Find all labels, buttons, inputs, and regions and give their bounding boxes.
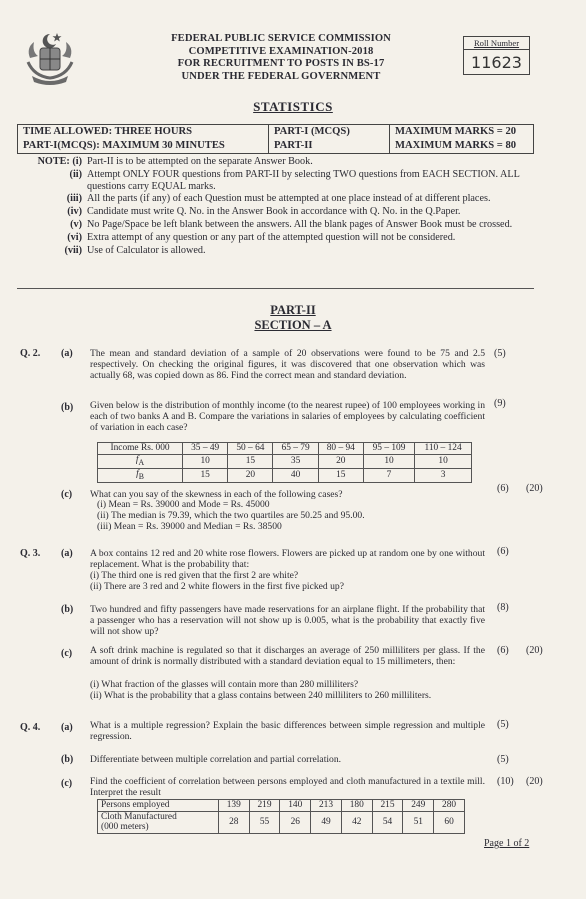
note-item (20, 232, 535, 244)
roll-number-value: 11623 (471, 53, 522, 72)
table-cell: 213 (311, 800, 342, 812)
q2c-label: (c) (61, 489, 73, 500)
list-item: (ii) The median is 79.39, which the two quartiles are 50.25 and 95.00. (97, 509, 365, 521)
table-cell: 140 (280, 800, 311, 812)
q2c-items (97, 500, 477, 532)
table-row (98, 468, 472, 482)
q4b-text: Differentiate between multiple correlation and partial correlation. (90, 754, 342, 765)
q2c-marks: (6) (497, 483, 509, 494)
time-marks-table (17, 124, 534, 154)
page-number: Page 1 of 2 (484, 838, 530, 849)
table-cell: 219 (249, 800, 280, 812)
table-row (98, 454, 472, 468)
notes-divider (17, 288, 534, 289)
table-cell: 42 (341, 811, 372, 833)
table-cell: 80 – 94 (318, 443, 363, 455)
table-row (98, 800, 465, 812)
government-emblem-icon (20, 28, 80, 86)
table-cell: Persons employed (98, 800, 219, 812)
list-item: (ii) There are 3 red and 2 white flowers in the first five picked up? (90, 580, 344, 592)
table-cell: 110 – 124 (415, 443, 472, 455)
note-item (20, 156, 535, 168)
table-cell: 28 (218, 811, 249, 833)
q3c-items (90, 680, 490, 702)
note-item (20, 169, 535, 193)
q3a-items (90, 571, 485, 593)
q3b-text: Two hundred and fifty passengers have made reservations for an airplane flight. If the probability that a passenger who has a reservation will not show up is 0.005, what is the probability that exactly five will not show up? (90, 604, 485, 637)
list-item: (ii) What is the probability that a glass contains between 240 milliliters to 260 milliliters. (90, 689, 432, 701)
table-cell: 55 (249, 811, 280, 833)
table-cell: 15 (318, 468, 363, 482)
table-cell: 15 (228, 454, 273, 468)
q3a-text: A box contains 12 red and 20 white rose flowers. Flowers are picked up at random one by one without replacement. What is the probability that: (90, 548, 485, 570)
table-cell: 10 (415, 454, 472, 468)
table-cell (98, 454, 183, 468)
table-cell: 20 (228, 468, 273, 482)
q3c-label: (c) (61, 648, 73, 659)
note-text: Attempt ONLY FOUR questions from PART-II by selecting TWO questions from EACH SECTION. ALL questions carry EQUAL marks. (87, 168, 520, 192)
note-label: (iv) (67, 206, 82, 218)
note-item (20, 193, 535, 205)
q4a-marks: (5) (497, 719, 509, 730)
fb-symbol: f (136, 468, 139, 479)
q4-total-marks: (20) (526, 776, 543, 787)
header-line-1: FEDERAL PUBLIC SERVICE COMMISSION (171, 33, 391, 44)
table-cell: 139 (218, 800, 249, 812)
note-text: No Page/Space be left blank between the answers. All the blank pages of Answer Book must be crossed. (87, 218, 513, 230)
table-cell: 51 (403, 811, 434, 833)
note-text: Candidate must write Q. No. in the Answer Book in accordance with Q. No. in the Q.Paper. (87, 206, 461, 218)
table-cell: 95 – 109 (363, 443, 414, 455)
table-cell: 26 (280, 811, 311, 833)
table-cell: 249 (403, 800, 434, 812)
note-item (20, 245, 535, 257)
table-cell (98, 468, 183, 482)
employment-table (97, 799, 465, 834)
header-line-4: UNDER THE FEDERAL GOVERNMENT (181, 70, 381, 82)
part1-label: PART-I (MCQS) (269, 125, 390, 140)
roll-number-box (463, 36, 530, 75)
q2b-text: Given below is the distribution of monthly income (to the nearest rupee) of 100 employees working in each of two banks A and B. Compare the variations in salaries of employees by calculating coefficient of variation in each case? (90, 400, 485, 433)
table-cell: 35 (273, 454, 318, 468)
q4b-label: (b) (61, 754, 74, 765)
table-cell: 50 – 64 (228, 443, 273, 455)
note-label: (ii) (69, 168, 82, 180)
note-label: (vii) (64, 244, 82, 256)
header-line-2: COMPETITIVE EXAMINATION-2018 (188, 45, 374, 57)
note-text: Use of Calculator is allowed. (87, 244, 206, 256)
fa-subscript: A (138, 457, 145, 467)
q3b-label: (b) (61, 604, 74, 615)
row-label-unit: (000 meters) (101, 822, 149, 832)
q2a-marks: (5) (494, 348, 506, 359)
note-text: Extra attempt of any question or any part of the attempted question will not be considered. (87, 231, 456, 243)
q2b-marks: (9) (494, 398, 506, 409)
table-cell: 15 (183, 468, 228, 482)
q4c-text: Find the coefficient of correlation between persons employed and cloth manufactured in a textile mill. Interpret the result (90, 776, 485, 798)
q3b-marks: (8) (497, 602, 509, 613)
q3a-label: (a) (61, 548, 73, 559)
q2-number: Q. 2. (20, 348, 41, 359)
note-item (20, 219, 535, 231)
table-cell: 3 (415, 468, 472, 482)
table-cell: 49 (311, 811, 342, 833)
fb-subscript: B (138, 471, 144, 481)
q3-total-marks: (20) (526, 645, 543, 656)
table-row (98, 443, 472, 455)
q3c-text: A soft drink machine is regulated so that it discharges an average of 250 milliliters per glass. If the amount of drink is normally distributed with a standard deviation equal to 15 millimeters, then: (90, 645, 485, 667)
note-label: (iii) (66, 193, 82, 205)
note-label: (v) (70, 218, 82, 230)
fa-symbol: f (135, 454, 139, 465)
note-text: Part-II is to be attempted on the separate Answer Book. (87, 156, 313, 167)
table-cell: 40 (273, 468, 318, 482)
table-row (98, 811, 465, 833)
q4c-marks: (10) (497, 776, 514, 787)
q4a-text: What is a multiple regression? Explain the basic differences between simple regression and multiple regression. (90, 720, 485, 742)
table-cell: 180 (341, 800, 372, 812)
table-cell: 280 (434, 800, 465, 812)
marks-part1: MAXIMUM MARKS = 20 (390, 125, 534, 140)
marks-part2: MAXIMUM MARKS = 80 (390, 139, 534, 154)
note-label: NOTE: (i) (37, 156, 82, 167)
q3c-marks: (6) (497, 645, 509, 656)
note-label: (vi) (67, 231, 82, 243)
q2c-text: What can you say of the skewness in each of the following cases? (90, 489, 343, 500)
exam-header (140, 33, 422, 83)
q3-number: Q. 3. (20, 548, 41, 559)
q2a-label: (a) (61, 348, 73, 359)
part2-label: PART-II (269, 139, 390, 154)
note-item (20, 206, 535, 218)
q4c-label: (c) (61, 778, 73, 789)
mcqs-time: PART-I(MCQS): MAXIMUM 30 MINUTES (18, 139, 269, 154)
note-text: All the parts (if any) of each Question must be attempted at one place instead of at different places. (87, 193, 491, 205)
list-item: (i) What fraction of the glasses will contain more than 280 milliliters? (90, 679, 359, 690)
row-label: Cloth Manufactured (101, 811, 177, 822)
list-item: (iii) Mean = Rs. 39000 and Median = Rs. 38500 (97, 520, 282, 532)
table-cell (98, 811, 219, 833)
q4a-label: (a) (61, 722, 73, 733)
table-cell: 215 (372, 800, 403, 812)
notes-list (20, 156, 535, 257)
table-cell: 54 (372, 811, 403, 833)
q4b-marks: (5) (497, 754, 509, 765)
q2a-text: The mean and standard deviation of a sample of 20 observations were found to be 75 and 2.5 respectively. On checking the original figures, it was discovered that one observation which was actually 68, was copied down as 86. Find the correct mean and standard deviation. (90, 348, 485, 381)
time-allowed: TIME ALLOWED: THREE HOURS (18, 125, 269, 140)
table-cell: Income Rs. 000 (98, 443, 183, 455)
table-cell: 35 – 49 (183, 443, 228, 455)
table-cell: 60 (434, 811, 465, 833)
income-table (97, 442, 472, 483)
subject-title: STATISTICS (253, 99, 333, 114)
table-cell: 65 – 79 (273, 443, 318, 455)
table-cell: 7 (363, 468, 414, 482)
table-cell: 10 (363, 454, 414, 468)
q2-total-marks: (20) (526, 483, 543, 494)
table-cell: 10 (183, 454, 228, 468)
list-item: (i) Mean = Rs. 39000 and Mode = Rs. 45000 (97, 499, 270, 510)
q2b-label: (b) (61, 402, 74, 413)
table-cell: 20 (318, 454, 363, 468)
q4-number: Q. 4. (20, 722, 41, 733)
part-heading (0, 303, 586, 333)
list-item: (i) The third one is red given that the first 2 are white? (90, 570, 299, 581)
part-title: PART-II (270, 303, 316, 317)
q3a-marks: (6) (497, 546, 509, 557)
header-line-3: FOR RECRUITMENT TO POSTS IN BS-17 (177, 58, 385, 70)
roll-number-label: Roll Number (464, 37, 529, 50)
section-title: SECTION – A (254, 318, 332, 332)
